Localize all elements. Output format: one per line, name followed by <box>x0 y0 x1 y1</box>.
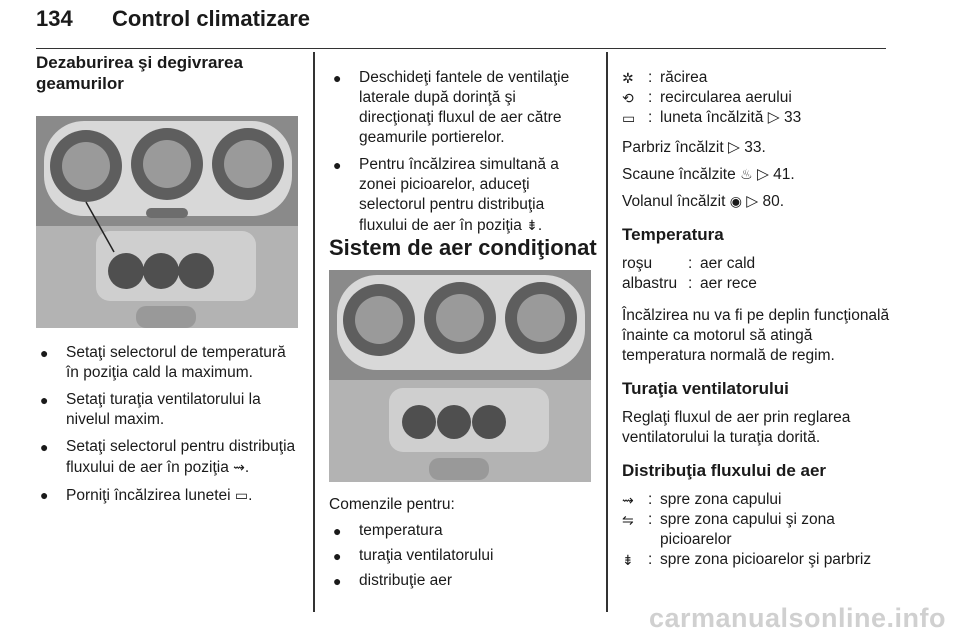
list-item: ● Setaţi turaţia ventilatorului la nivelul maxim. <box>40 391 261 428</box>
left-column <box>36 52 301 94</box>
legend-row: ✲ : răcirea <box>622 69 708 86</box>
temp-note: Încălzirea nu va fi pe deplin funcţională înainte ca motorul să atingă temperatura normală de regim. <box>622 307 890 364</box>
middle-controls-list <box>329 495 594 591</box>
section-heading-fan: Turaţia ventilatorului <box>622 379 789 398</box>
dist-row: ⇋ : spre zona capului şi zona picioarelor <box>622 511 835 548</box>
ref-arrow-icon: ▷ <box>746 193 759 210</box>
head-foot-airflow-icon: ⇋ <box>622 512 634 528</box>
middle-bullets <box>329 68 594 236</box>
temp-row: roşu : aer cald <box>622 255 756 272</box>
text-line: Parbriz încălzit ▷ 33. <box>622 139 766 156</box>
page-header <box>36 4 886 49</box>
fan-text: Reglaţi fluxul de aer prin reglarea ventilatorului la turaţia dorită. <box>622 409 851 446</box>
foot-windshield-airflow-icon: ⇟ <box>622 552 634 568</box>
steering-heat-icon: ◉ <box>729 193 742 209</box>
list-item: ● Porniţi încălzirea lunetei ▭. <box>40 487 253 504</box>
legend-row: ▭ : luneta încălzită ▷ 33 <box>622 109 802 126</box>
text-line: Volanul încălzit ◉ ▷ 80. <box>622 193 785 210</box>
snowflake-icon: ✲ <box>622 70 634 86</box>
recirculation-icon: ⟲ <box>622 90 634 106</box>
ref-arrow-icon: ▷ <box>756 166 769 183</box>
climate-panel-photo-1 <box>36 116 298 328</box>
list-item: ● Setaţi selectorul pentru distribuţia fluxului de aer în poziţia ⇝. <box>40 438 296 476</box>
list-item: ● Setaţi selectorul de temperatură în poziţia cald la maximum. <box>40 344 286 381</box>
windshield-airflow-icon: ⇝ <box>233 459 245 475</box>
column-divider <box>606 52 608 612</box>
dist-row: ⇝ : spre zona capului <box>622 491 782 508</box>
foot-airflow-icon: ⇟ <box>526 217 538 233</box>
list-item: ● distribuţie aer <box>333 572 453 589</box>
ref-arrow-icon: ▷ <box>767 109 780 126</box>
watermark: carmanualsonline.info <box>648 603 946 633</box>
list-item: ● temperatura <box>333 522 443 539</box>
section-heading-temperature: Temperatura <box>622 225 724 244</box>
temp-row: albastru : aer rece <box>622 275 757 292</box>
controls-intro: Comenzile pentru: <box>329 496 455 513</box>
list-item: ● Deschideţi fantele de ventilaţie laterale după dorinţă şi direcţionaţi fluxul de aer către geamurile portierelor. <box>333 69 570 146</box>
section-heading-defog: Dezaburirea şi degivrarea geamurilor <box>36 53 243 93</box>
windshield-airflow-icon: ⇝ <box>622 492 634 508</box>
page-title: Control climatizare <box>112 6 311 31</box>
legend-row: ⟲ : recircularea aerului <box>622 89 792 106</box>
ref-arrow-icon: ▷ <box>727 139 740 156</box>
list-item: ● Pentru încălzirea simultană a zonei picioarelor, aduceţi selectorul pentru distribuţia fluxului de aer în poziţia ⇟. <box>333 156 559 234</box>
section-heading-ac: Sistem de aer condiţionat <box>329 235 597 260</box>
middle-heading-wrap <box>329 234 599 262</box>
page-number: 134 <box>36 6 73 31</box>
left-bullets <box>36 343 301 506</box>
text-line: Scaune încălzite ♨ ▷ 41. <box>622 166 795 183</box>
seat-heat-icon: ♨ <box>740 166 753 182</box>
climate-panel-photo-2 <box>329 270 591 482</box>
section-heading-distribution: Distribuţia fluxului de aer <box>622 461 827 480</box>
right-column <box>622 68 902 570</box>
column-divider <box>313 52 315 612</box>
list-item: ● turaţia ventilatorului <box>333 547 494 564</box>
rear-window-heat-icon: ▭ <box>622 110 636 126</box>
dist-row: ⇟ : spre zona picioarelor şi parbriz <box>622 551 872 568</box>
rear-window-heat-icon: ▭ <box>234 487 249 503</box>
